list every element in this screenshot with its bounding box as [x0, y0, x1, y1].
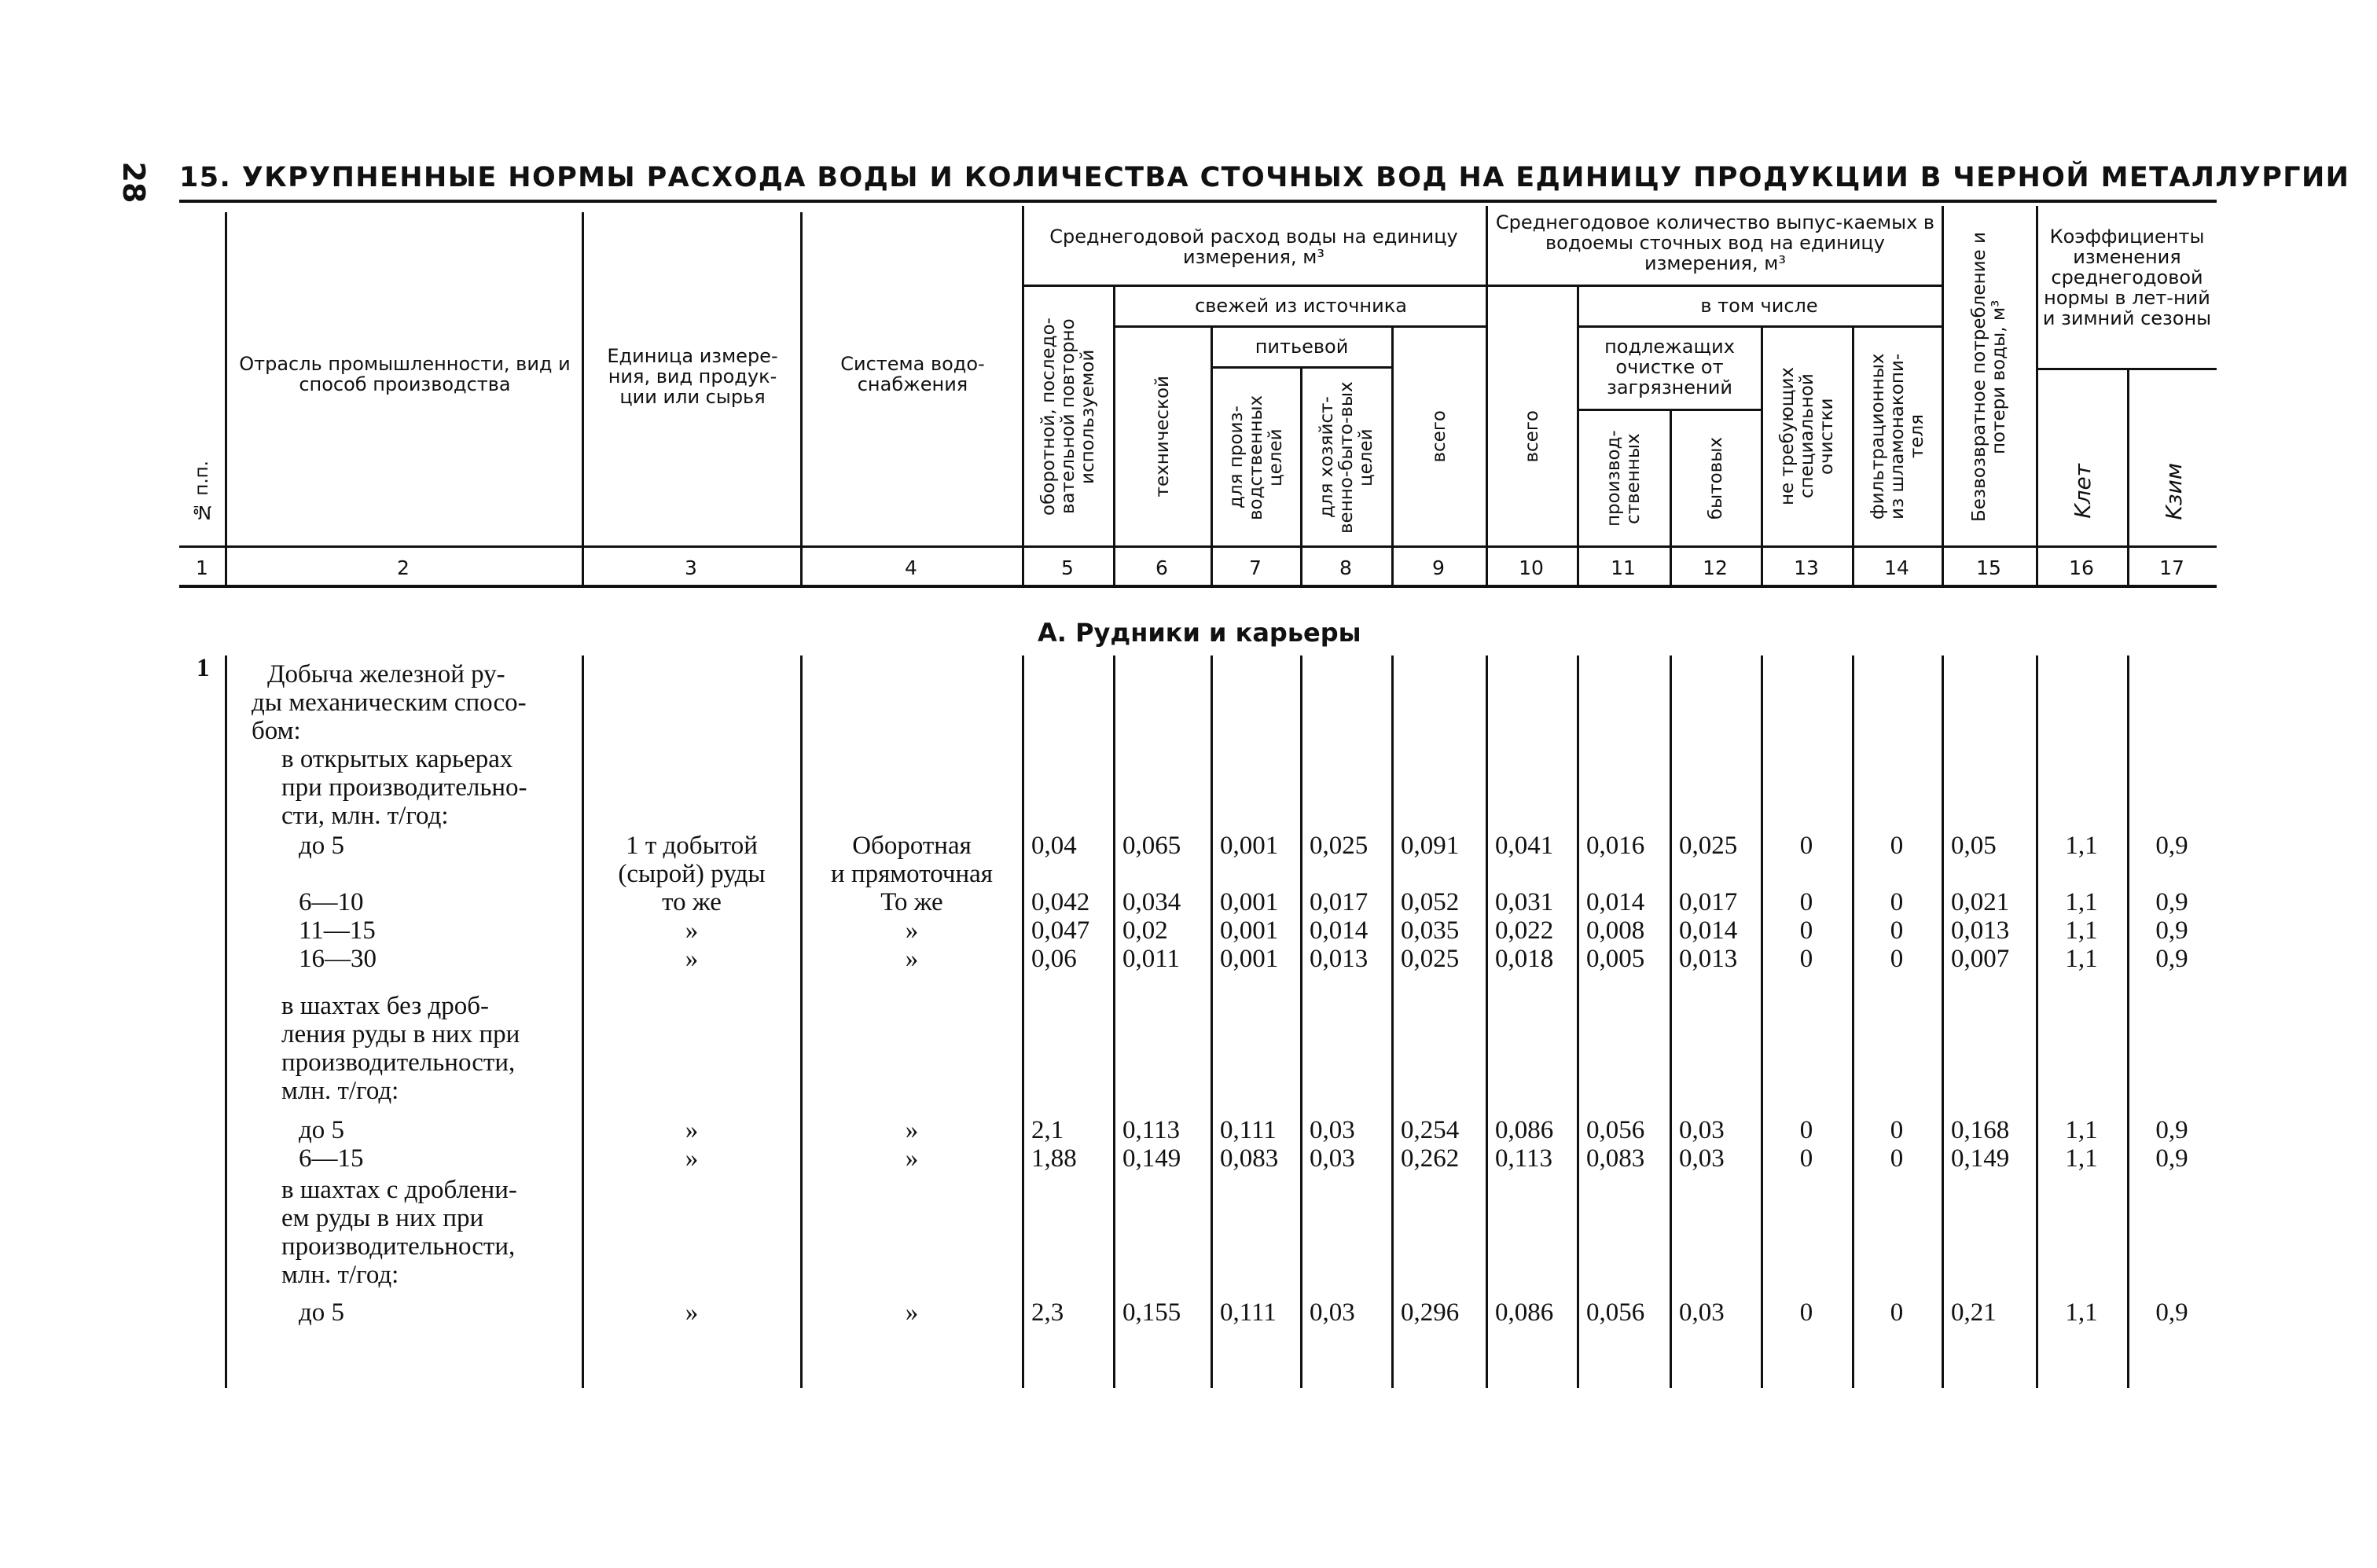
row-5-col-9: 0,254	[1401, 1116, 1460, 1144]
row-4-col-8: 0,013	[1310, 945, 1369, 973]
column-number-5: 5	[1061, 556, 1074, 579]
row-5-col-15: 0,168	[1951, 1116, 2010, 1144]
row-4-col-9: 0,025	[1401, 945, 1460, 973]
header-unit: Единица измере-ния, вид продук-ции или сырья	[607, 345, 778, 408]
row-3-unit: »	[685, 916, 699, 945]
row-7-col-13: 0	[1799, 1298, 1813, 1327]
row-2-col-13: 0	[1799, 888, 1813, 916]
body-vrule-9	[1486, 655, 1488, 1388]
row-1-col-14: 0	[1890, 832, 1904, 860]
body-vrule-13	[1852, 655, 1854, 1388]
row-6-col-7: 0,083	[1220, 1144, 1279, 1173]
page-number: 28	[116, 161, 151, 204]
body-vrule-10	[1577, 655, 1579, 1388]
group-3-line-4: млн. т/год:	[281, 1261, 399, 1289]
row-3-col-11: 0,008	[1586, 916, 1645, 945]
column-number-17: 17	[2159, 556, 2184, 579]
row-6-col-17: 0,9	[2155, 1144, 2188, 1173]
industry-line-1: Добыча железной ру-	[267, 660, 505, 689]
row-3-label: 11—15	[299, 916, 376, 945]
row-7-col-5: 2,3	[1031, 1298, 1064, 1327]
row-3-col-14: 0	[1890, 916, 1904, 945]
body-vrule-14	[1942, 655, 1944, 1388]
header-technical: технической	[1152, 375, 1173, 498]
vrule-14	[1942, 206, 1944, 588]
vrule-1	[225, 212, 227, 588]
row-6-col-14: 0	[1890, 1144, 1904, 1173]
body-vrule-7	[1300, 655, 1302, 1388]
vrule-8	[1391, 325, 1394, 588]
header-k-summer: Kлет	[2069, 464, 2096, 519]
row-4-col-11: 0,005	[1586, 945, 1645, 973]
row-6-col-13: 0	[1799, 1144, 1813, 1173]
row-3-col-10: 0,022	[1495, 916, 1554, 945]
header-drinking: питьевой	[1255, 336, 1349, 358]
body-vrule-6	[1211, 655, 1213, 1388]
row-3-col-5: 0,047	[1031, 916, 1090, 945]
column-number-10: 10	[1519, 556, 1544, 579]
rule-under-requiring	[1577, 409, 1761, 411]
row-1-col-15: 0,05	[1951, 832, 1997, 860]
row-3-col-8: 0,014	[1310, 916, 1369, 945]
row-1-col-13: 0	[1799, 832, 1813, 860]
row-5-col-17: 0,9	[2155, 1116, 2188, 1144]
body-vrule-5	[1113, 655, 1115, 1388]
vrule-9	[1486, 206, 1488, 588]
industry-line-3: бом:	[252, 717, 301, 745]
group-1-line-1: в открытых карьерах	[281, 745, 513, 773]
header-fresh: свежей из источника	[1195, 295, 1407, 317]
vrule-5	[1113, 285, 1115, 588]
group-3-line-3: производительности,	[281, 1232, 516, 1261]
row-5-col-6: 0,113	[1122, 1116, 1181, 1144]
section-title: А. Рудники и карьеры	[1038, 618, 1361, 648]
row-6-col-8: 0,03	[1310, 1144, 1355, 1173]
header-requiring-treatment: подлежащих очистке от загрязнений	[1604, 336, 1735, 398]
vrule-7	[1300, 366, 1302, 588]
row-7-col-10: 0,086	[1495, 1298, 1554, 1327]
row-1-unit-line-2: (сырой) руды	[618, 860, 766, 888]
row-3-col-15: 0,013	[1951, 916, 2010, 945]
header-industry: Отрасль промышленности, вид и способ производства	[239, 353, 571, 395]
row-6-supply: »	[905, 1144, 919, 1173]
row-4-col-5: 0,06	[1031, 945, 1077, 973]
row-3-col-16: 1,1	[2065, 916, 2098, 945]
row-2-supply: То же	[880, 888, 943, 916]
body-vrule-15	[2036, 655, 2038, 1388]
row-7-col-17: 0,9	[2155, 1298, 2188, 1327]
row-3-col-6: 0,02	[1122, 916, 1168, 945]
row-3-col-17: 0,9	[2155, 916, 2188, 945]
row-3-col-13: 0	[1799, 916, 1813, 945]
row-2-col-7: 0,001	[1220, 888, 1279, 916]
column-number-15: 15	[1976, 556, 2001, 579]
header-recycled: оборотной, последо-вательной повторно используемой	[1038, 318, 1098, 516]
row-6-col-16: 1,1	[2065, 1144, 2098, 1173]
row-5-col-8: 0,03	[1310, 1116, 1355, 1144]
column-number-12: 12	[1703, 556, 1728, 579]
row-4-col-13: 0	[1799, 945, 1813, 973]
body-vrule-4	[1022, 655, 1024, 1388]
colnum-bottom-rule	[179, 585, 2217, 588]
header-bottom-rule	[179, 545, 2217, 548]
header-k-winter: Kзим	[2160, 462, 2187, 520]
row-1-col-11: 0,016	[1586, 832, 1645, 860]
row-5-col-12: 0,03	[1679, 1116, 1725, 1144]
header-for-production: для произ-водственных целей	[1225, 395, 1286, 520]
row-2-col-10: 0,031	[1495, 888, 1554, 916]
body-vrule-2	[582, 655, 584, 1388]
row-5-col-14: 0	[1890, 1116, 1904, 1144]
group-3-line-2: ем руды в них при	[281, 1204, 484, 1232]
row-7-unit: »	[685, 1298, 699, 1327]
row-5-col-7: 0,111	[1220, 1116, 1277, 1144]
row-5-unit: »	[685, 1116, 699, 1144]
row-4-col-7: 0,001	[1220, 945, 1279, 973]
group-2-line-1: в шахтах без дроб-	[281, 992, 490, 1020]
rule-under-wastewater	[1486, 285, 1942, 287]
header-num: № п.п.	[191, 460, 212, 522]
row-1-col-17: 0,9	[2155, 832, 2188, 860]
row-1-col-6: 0,065	[1122, 832, 1181, 860]
rule-under-consumption	[1022, 285, 1486, 287]
row-3-col-7: 0,001	[1220, 916, 1279, 945]
group-2-line-2: ления руды в них при	[281, 1020, 520, 1048]
row-1-col-7: 0,001	[1220, 832, 1279, 860]
column-number-1: 1	[196, 556, 208, 579]
vrule-12	[1761, 325, 1763, 588]
vrule-4	[1022, 206, 1024, 588]
row-2-col-17: 0,9	[2155, 888, 2188, 916]
row-7-col-15: 0,21	[1951, 1298, 1997, 1327]
row-2-col-6: 0,034	[1122, 888, 1181, 916]
header-not-requiring: не требующих специальной очистки	[1776, 366, 1837, 506]
industry-line-2: ды механическим спосо-	[252, 689, 527, 717]
column-number-7: 7	[1249, 556, 1262, 579]
row-5-supply: »	[905, 1116, 919, 1144]
row-7-col-7: 0,111	[1220, 1298, 1277, 1327]
group-1-line-3: сти, млн. т/год:	[281, 802, 449, 830]
vrule-3	[800, 212, 803, 588]
row-3-col-9: 0,035	[1401, 916, 1460, 945]
vrule-2	[582, 212, 584, 588]
row-5-col-5: 2,1	[1031, 1116, 1064, 1144]
row-3-col-12: 0,014	[1679, 916, 1738, 945]
header-supply: Система водо-снабжения	[840, 353, 985, 395]
row-7-supply: »	[905, 1298, 919, 1327]
row-4-unit: »	[685, 945, 699, 973]
row-2-label: 6—10	[299, 888, 364, 916]
header-ww-total: всего	[1521, 409, 1542, 463]
table-title: 15. УКРУПНЕННЫЕ НОРМЫ РАСХОДА ВОДЫ И КОЛИЧЕСТВА СТОЧНЫХ ВОД НА ЕДИНИЦУ ПРОДУКЦИИ В ЧЕРНОЙ МЕТАЛЛУРГИИ	[179, 162, 2350, 193]
row-7-col-9: 0,296	[1401, 1298, 1460, 1327]
body-vrule-3	[800, 655, 803, 1388]
row-2-col-8: 0,017	[1310, 888, 1369, 916]
column-number-16: 16	[2069, 556, 2094, 579]
row-2-col-15: 0,021	[1951, 888, 2010, 916]
row-6-col-15: 0,149	[1951, 1144, 2010, 1173]
rule-under-fresh	[1113, 325, 1486, 328]
row-5-col-16: 1,1	[2065, 1116, 2098, 1144]
header-for-household: для хозяйст-венно-быто-вых целей	[1316, 381, 1376, 534]
header-filtration: фильтрационных из шламонакопи-теля	[1867, 353, 1927, 520]
body-vrule-11	[1670, 655, 1672, 1388]
rule-under-coefficients	[2036, 368, 2217, 370]
header-avg-wastewater: Среднегодовое количество выпус-каемых в водоемы сточных вод на единицу измерения, м³	[1495, 211, 1935, 274]
row-2-col-11: 0,014	[1586, 888, 1645, 916]
row-3-supply: »	[905, 916, 919, 945]
row-1-col-16: 1,1	[2065, 832, 2098, 860]
row-1-col-5: 0,04	[1031, 832, 1077, 860]
row-5-col-10: 0,086	[1495, 1116, 1554, 1144]
vrule-15	[2036, 206, 2038, 588]
group-3-line-1: в шахтах с дроблени-	[281, 1176, 517, 1204]
row-7-col-16: 1,1	[2065, 1298, 2098, 1327]
row-1-col-9: 0,091	[1401, 832, 1460, 860]
row-6-col-10: 0,113	[1495, 1144, 1553, 1173]
column-number-6: 6	[1155, 556, 1168, 579]
row-4-col-12: 0,013	[1679, 945, 1738, 973]
body-vrule-16	[2127, 655, 2129, 1388]
header-coefficients: Коэффициенты изменения среднегодовой нормы в лет-ний и зимний сезоны	[2042, 226, 2212, 329]
row-6-label: 6—15	[299, 1144, 364, 1173]
header-total: всего	[1428, 409, 1449, 463]
row-4-col-17: 0,9	[2155, 945, 2188, 973]
row-4-col-16: 1,1	[2065, 945, 2098, 973]
row-7-col-12: 0,03	[1679, 1298, 1725, 1327]
row-6-unit: »	[685, 1144, 699, 1173]
row-1-col-10: 0,041	[1495, 832, 1554, 860]
column-number-4: 4	[905, 556, 917, 579]
row-7-col-11: 0,056	[1586, 1298, 1645, 1327]
column-number-14: 14	[1884, 556, 1909, 579]
column-number-3: 3	[685, 556, 697, 579]
row-4-supply: »	[905, 945, 919, 973]
group-2-line-4: млн. т/год:	[281, 1077, 399, 1105]
row-4-label: 16—30	[299, 945, 377, 973]
body-vrule-1	[225, 655, 227, 1388]
row-6-col-6: 0,149	[1122, 1144, 1181, 1173]
column-number-13: 13	[1794, 556, 1819, 579]
body-vrule-8	[1391, 655, 1394, 1388]
rule-under-including	[1577, 325, 1942, 328]
row-6-col-12: 0,03	[1679, 1144, 1725, 1173]
row-number: 1	[197, 654, 210, 682]
row-4-col-10: 0,018	[1495, 945, 1554, 973]
row-6-col-9: 0,262	[1401, 1144, 1460, 1173]
table-top-rule	[179, 200, 2217, 203]
row-2-col-9: 0,052	[1401, 888, 1460, 916]
group-2-line-3: производительности,	[281, 1048, 516, 1077]
row-7-col-8: 0,03	[1310, 1298, 1355, 1327]
row-4-col-6: 0,011	[1122, 945, 1181, 973]
row-4-col-14: 0	[1890, 945, 1904, 973]
row-7-label: до 5	[299, 1298, 345, 1327]
column-number-9: 9	[1432, 556, 1445, 579]
row-6-col-5: 1,88	[1031, 1144, 1077, 1173]
row-1-col-8: 0,025	[1310, 832, 1369, 860]
row-1-label: до 5	[299, 832, 345, 860]
body-vrule-12	[1761, 655, 1763, 1388]
header-household: бытовых	[1705, 437, 1726, 520]
row-5-col-11: 0,056	[1586, 1116, 1645, 1144]
row-1-supply: Оборотная	[852, 832, 972, 860]
row-2-unit: то же	[662, 888, 722, 916]
column-number-11: 11	[1611, 556, 1636, 579]
column-number-8: 8	[1339, 556, 1352, 579]
vrule-13	[1852, 325, 1854, 588]
vrule-10	[1577, 285, 1579, 588]
header-production: производ-ственных	[1604, 430, 1644, 527]
row-2-col-12: 0,017	[1679, 888, 1738, 916]
vrule-6	[1211, 325, 1213, 588]
row-5-col-13: 0	[1799, 1116, 1813, 1144]
group-1-line-2: при производительно-	[281, 773, 527, 802]
row-2-col-5: 0,042	[1031, 888, 1090, 916]
row-7-col-6: 0,155	[1122, 1298, 1181, 1327]
row-1-unit: 1 т добытой	[626, 832, 758, 860]
header-avg-consumption: Среднегодовой расход воды на единицу измерения, м³	[1049, 226, 1458, 268]
vrule-16	[2127, 368, 2129, 588]
row-2-col-14: 0	[1890, 888, 1904, 916]
header-including: в том числе	[1700, 295, 1818, 317]
row-4-col-15: 0,007	[1951, 945, 2010, 973]
column-number-2: 2	[397, 556, 410, 579]
row-5-label: до 5	[299, 1116, 345, 1144]
header-irreversible: Безвозвратное потребление и потери воды, м³	[1969, 232, 2009, 523]
row-1-col-12: 0,025	[1679, 832, 1738, 860]
row-7-col-14: 0	[1890, 1298, 1904, 1327]
row-2-col-16: 1,1	[2065, 888, 2098, 916]
row-6-col-11: 0,083	[1586, 1144, 1645, 1173]
row-1-supply-line-2: и прямоточная	[831, 860, 993, 888]
